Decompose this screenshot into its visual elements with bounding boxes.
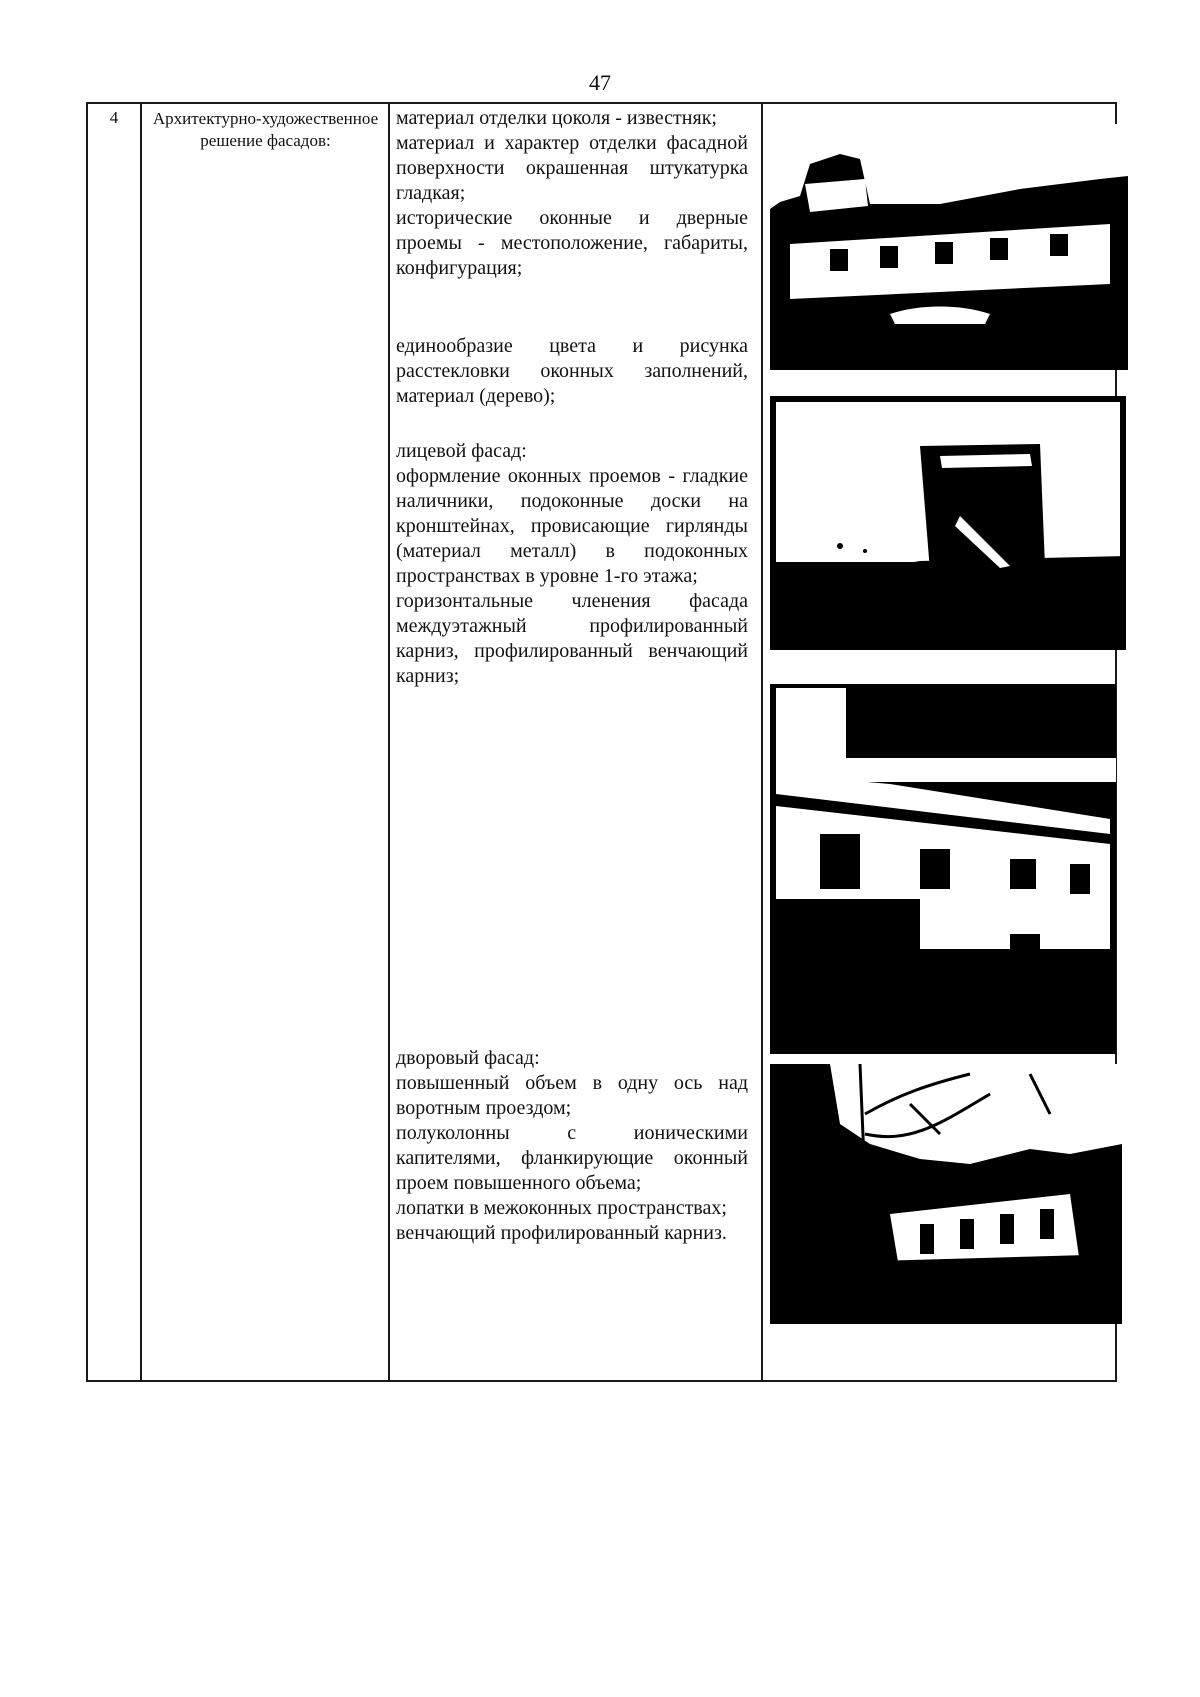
- requirement-item: венчающий профилированный карниз.: [396, 1222, 727, 1244]
- courtyard-facade-requirements: [396, 1046, 748, 1246]
- building-corner-facade-photo: [770, 684, 1116, 1054]
- section-heading: лицевой фасад:: [396, 440, 527, 462]
- requirement-item: горизонтальные членения фасада междуэтажный профилированный карниз, профилированный венчающий карниз;: [396, 590, 748, 687]
- requirement-item: материал отделки цоколя - известняк;: [396, 107, 717, 129]
- section-heading: дворовый фасад:: [396, 1047, 540, 1069]
- building-street-facade-photo: [770, 124, 1128, 370]
- page-number: 47: [589, 70, 611, 95]
- courtyard-tower-photo: [770, 396, 1126, 650]
- requirements-table: [86, 102, 1117, 1382]
- requirement-item: материал и характер отделки фасадной поверхности окрашенная штукатурка гладкая;: [396, 132, 748, 204]
- requirement-item: повышенный объем в одну ось над воротным проездом;: [396, 1072, 748, 1119]
- requirement-item: оформление оконных проемов - гладкие наличники, подоконные доски на кронштейнах, провисающие гирлянды (материал металл) в подоконных пространствах в уровне 1-го этажа;: [396, 465, 748, 587]
- row-number: 4: [109, 108, 119, 127]
- row-title: Архитектурно-художественное решение фасадов:: [152, 109, 379, 150]
- courtyard-facade-with-trees-photo: [770, 1064, 1122, 1324]
- general-requirements: [396, 106, 748, 281]
- column-divider: [140, 104, 142, 1380]
- main-facade-requirements: [396, 439, 748, 689]
- column-divider: [388, 104, 390, 1380]
- requirement-item: полуколонны с ионическими капителями, фланкирующие оконный проем повышенного объема;: [396, 1122, 748, 1194]
- column-divider: [761, 104, 763, 1380]
- glazing-requirements: [396, 334, 748, 409]
- requirement-item: единообразие цвета и рисунка расстекловки оконных заполнений, материал (дерево);: [396, 335, 748, 407]
- requirement-item: лопатки в межоконных пространствах;: [396, 1197, 727, 1219]
- requirement-item: исторические оконные и дверные проемы - местоположение, габариты, конфигурация;: [396, 207, 748, 279]
